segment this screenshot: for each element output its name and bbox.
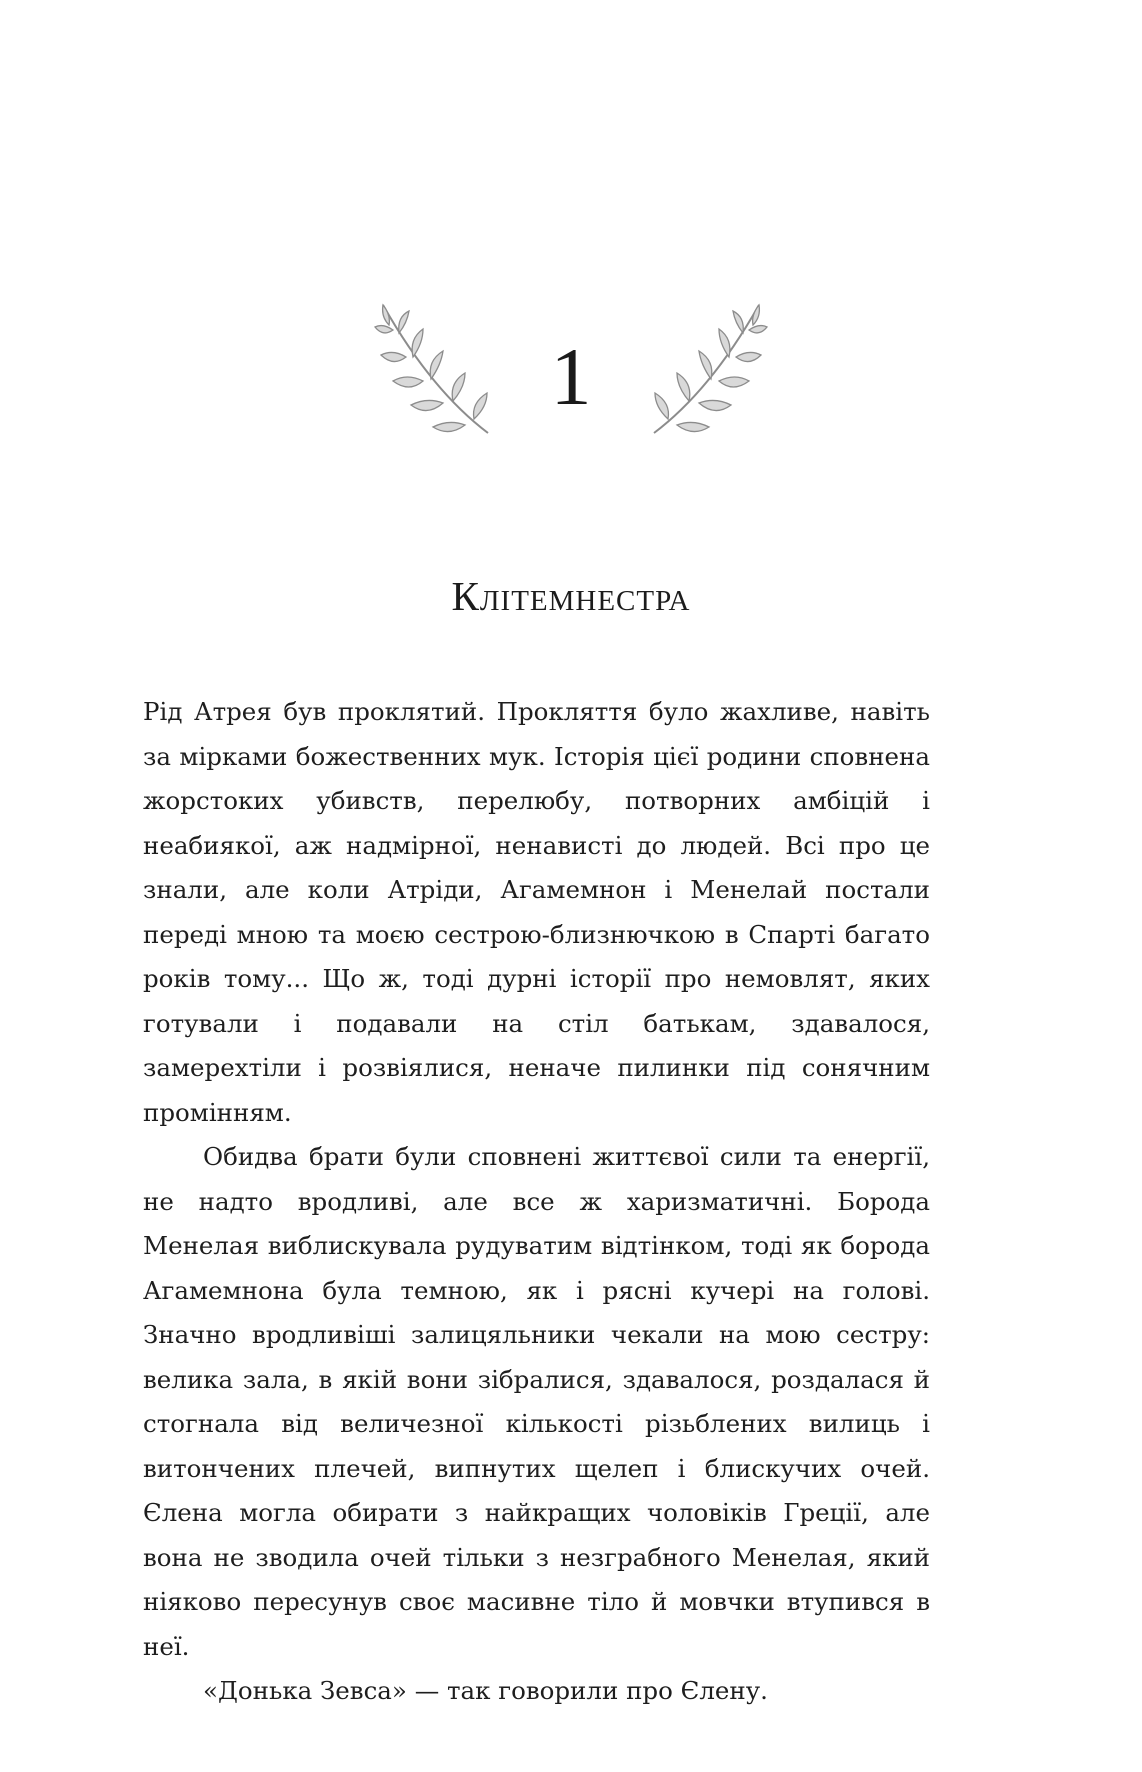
paragraph-3: «Донька Зевса» — так говорили про Єлену. — [203, 1676, 768, 1705]
chapter-body — [143, 690, 930, 1714]
chapter-number: 1 — [550, 331, 592, 422]
paragraph-2: Обидва брати були сповнені життєвої сили та енергії, не надто вродливі, але все ж харизматичні. Борода Менелая виблискувала рудуватим відтінком, тоді як борода Агамемнона була темною, як і рясні кучері на голові. Значно вродливіші залицяльники чекали на мою сестру: велика зала, в якій вони зібралися, здавалося, роздалася й стогнала від величезної кількості різьблених вилиць і витончених плечей, випнутих щелеп і блискучих очей. Єлена могла обирати з найкращих чоловіків Греції, але вона не зводила очей тільки з незграбного Менелая, який ніяково пересунув своє масивне тіло й мовчки втупився в неї. — [143, 1142, 930, 1661]
laurel-right-icon — [646, 295, 781, 455]
laurel-left-icon — [361, 295, 496, 455]
paragraph-1: Рід Атрея був проклятий. Прокляття було жахливе, навіть за мірками божественних мук. Історія цієї родини сповнена жорстоких убивств, перелюбу, потворних амбіцій і неабиякої, аж надмірної, ненависті до людей. Всі про це знали, але коли Атріди, Агамемнон і Менелай постали переді мною та моєю сестрою-близнючкою в Спарті багато років тому... Що ж, тоді дурні історії про немовлят, яких готували і подавали на стіл батькам, здавалося, замерехтіли і розвіялися, неначе пилинки під сонячним промінням. — [143, 697, 930, 1127]
chapter-title: Клітемнестра — [451, 573, 691, 619]
chapter-ornament — [0, 295, 1142, 455]
